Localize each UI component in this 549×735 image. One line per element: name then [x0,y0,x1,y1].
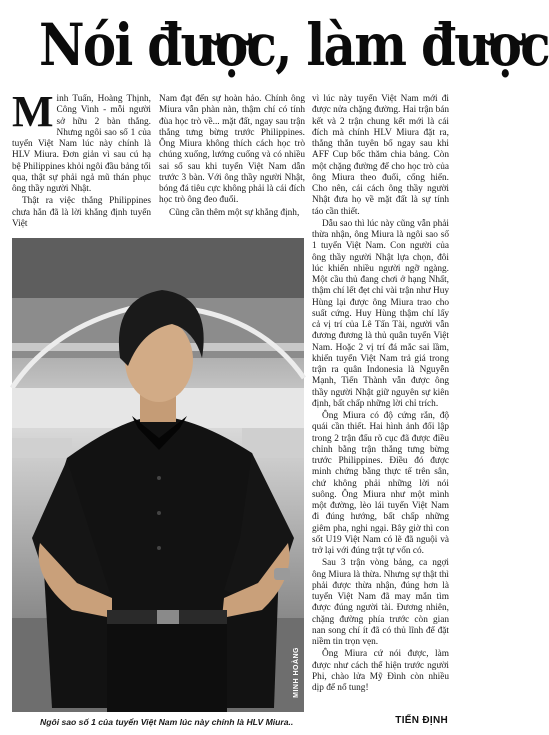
article-paragraph [12,87,151,195]
drop-cap: M [12,87,54,136]
article-paragraph: Ông Miura có độ cứng rắn, độ quái cần thiết. Hai hình ảnh đối lập trong 2 trận đấu rõ cục đã được điều chỉnh bằng trận thắng tưng bừng trước Philippines. Điều đó được minh chứng bằng thực tế trên sân, chứ không phải những lời nói suông. Ông Miura như một mình một đường, lèo lái tuyển Việt Nam đi đúng hướng, bất chấp những giêm pha, nghi ngại. Bây giờ thì con sốt U19 Việt Nam có lẽ đã nguội và trở lại với đúng trật tự vốn có. [312,411,449,556]
article-paragraph: Nam đạt đến sự hoàn hảo. Chính ông Miura vẫn phàn nàn, thậm chí có tính đùa học trò về... mặt đất, ngay sau trận thắng tưng bừng trước Philippines. Ông Miura không thích cách học trò chúng xuống, lướng cuống và có nhiều sai số sau khi tuyển Việt Nam dẫn trước 3 bàn. Với ông thầy người Nhật, bóng đá tiêu cực không phải là cái đích học trò ông đeo đuổi. [159,94,305,206]
article-paragraph: Ông Miura cứ nói được, làm được như cách thể hiện trước người Phi, chào lửa Mỹ Đình còn nhiều dịp để nổ tung! [312,649,449,693]
author-byline: TIẾN ĐỊNH [395,715,448,726]
photo-caption: Ngôi sao số 1 của tuyển Việt Nam lúc này chính là HLV Miura.. [40,717,294,727]
article-paragraph: vì lúc này tuyển Việt Nam mới đi được nửa chặng đường. Hai trận bán kết và 2 trận chung kết mới là cái đích mà chính HLV Miura đặt ra, thẳng thắn tuyên bố ngay sau khi AFF Cup bốc thăm chia bảng. Còn một chặng đường để cho học trò của ông Miura theo đuổi, cống hiến. Cho nên, cái cách ông thầy người Nhật đưa họ về mặt đất là sự tính táo cần thiết. [312,94,449,217]
paragraph-text: inh Tuấn, Hoàng Thịnh, Công Vinh - mỗi người sở hữu 2 bàn thắng. Nhưng ngôi sao số 1 của tuyển Việt Nam lúc này chính là HLV Miura. Đơn giản vì sau cú hạ bệ Philippines khỏi ngôi đầu bảng tối qua, thật sự phải ngả mũ thán phục ông thầy người Nhật. [12,94,151,194]
article-paragraph: Dẫu sao thì lúc này cũng vẫn phải thừa nhận, ông Miura là ngôi sao số 1 tuyển Việt Nam. Con người của ông thầy người Nhật lựa chọn, đôi lúc khiến nhiều người ngỡ ngàng. Một cầu thủ đang chơi ở hạng Nhất, thậm chí lết đẹt chỉ vài trận như Huy Hùng lại được ông Miura trao cho suất cứng. Huy Hùng thậm chí lấy cả vị trí của Lê Tấn Tài, người vẫn đương đương là thủ quân tuyển Việt Nam. Hoặc 2 vị trí đá mắc sai lầm, khiến tuyển Việt Nam trả giá trong trận ra quân Indonesia là Nguyễn Mạnh, Tiến Thành vẫn được ông thầy người Nhật giữ nguyên sự kiên định, bất chấp những lời chỉ trích. [312,218,449,409]
coach-photo-illustration [12,238,304,712]
coach-photo [12,238,304,712]
article-paragraph: Sau 3 trận vòng bảng, ca ngợi ông Miura là thừa. Nhưng sự thật thì phải được thừa nhận, đúng hơn là tuyển Việt Nam đã may mắn tìm được đúng người tài. Đương nhiên, chặng đường phía trước còn gian nan song chí ít đã có thủ lĩnh để đặt niềm tin trọn vẹn. [312,558,449,647]
photo-credit: MINH HOÀNG [293,647,300,698]
article-column-2 [159,94,305,220]
article-paragraph: Thật ra việc thắng Philippines chưa hẳn đã là lời khẳng định tuyển Việt [12,196,151,229]
article-column-3 [312,94,449,695]
article-headline: Nói được, làm được [38,11,549,79]
article-column-1 [12,87,151,231]
article-paragraph: Cũng cần thêm một sự khẳng định, [169,207,300,218]
